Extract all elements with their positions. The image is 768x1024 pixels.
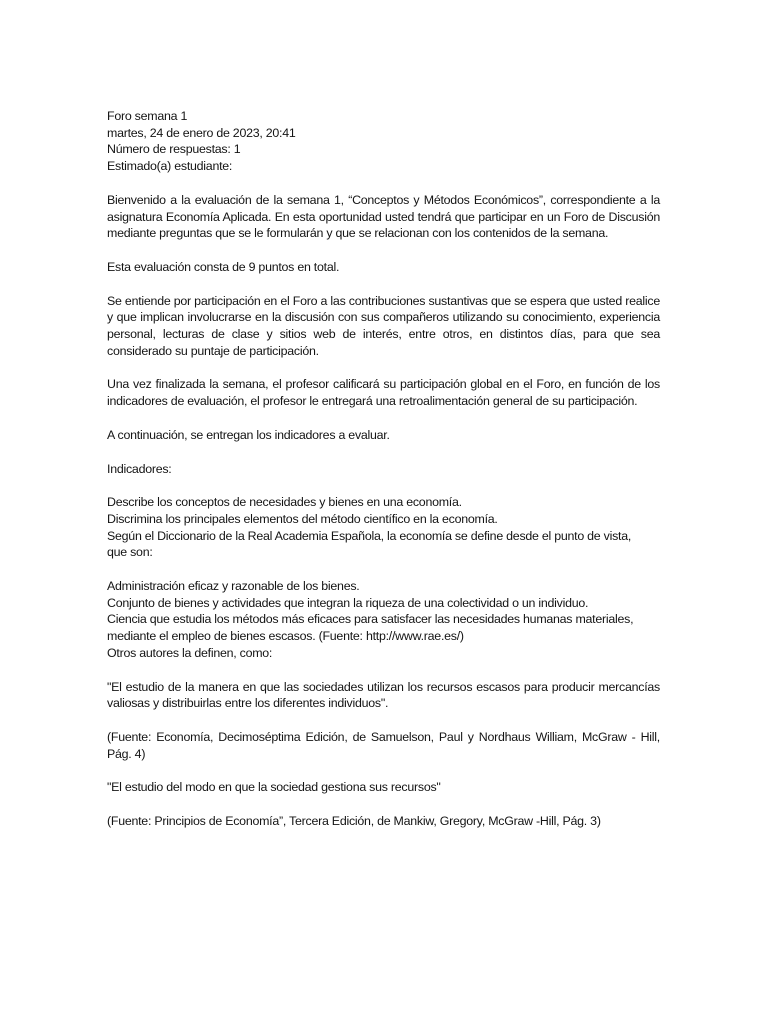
rae-intro-line: que son: [107, 545, 153, 560]
definition-line: Otros autores la definen, como: [107, 645, 273, 660]
definition-line: Conjunto de bienes y actividades que integran la riqueza de una colectividad o un individuo. [107, 595, 589, 610]
document-page [107, 108, 660, 830]
definition-line: mediante el empleo de bienes escasos. (Fuente: http://www.rae.es/) [107, 629, 464, 644]
indicator-item: Discrimina los principales elementos del método científico en la economía. [107, 511, 498, 526]
grading-paragraph: Una vez finalizada la semana, el profesor calificará su participación global en el Foro, en función de los indicadores de evaluación, el profesor le entregará una retroalimentación general de su participación. [107, 377, 660, 409]
indicators-heading: Indicadores: [107, 461, 172, 476]
source-samuelson: (Fuente: Economía, Decimoséptima Edición, de Samuelson, Paul y Nordhaus William, McGraw - Hill, Pág. 4) [107, 729, 660, 761]
forum-title: Foro semana 1 [107, 109, 188, 123]
continuation-paragraph: A continuación, se entregan los indicadores a evaluar. [107, 427, 390, 442]
indicator-item: Describe los conceptos de necesidades y bienes en una economía. [107, 495, 462, 510]
quote-mankiw: "El estudio del modo en que la sociedad gestiona sus recursos" [107, 780, 441, 795]
source-mankiw: (Fuente: Principios de Economía”, Tercera Edición, de Mankiw, Gregory, McGraw -Hill, Pág. 3) [107, 814, 601, 829]
rae-intro-line: Según el Diccionario de la Real Academia Española, la economía se define desde el punto de vista, [107, 528, 632, 543]
response-count: Número de respuestas: 1 [107, 142, 241, 157]
definition-line: Administración eficaz y razonable de los bienes. [107, 579, 360, 594]
points-paragraph: Esta evaluación consta de 9 puntos en total. [107, 259, 340, 274]
participation-paragraph: Se entiende por participación en el Foro a las contribuciones sustantivas que se espera que usted realice y que implican involucrarse en la discusión con sus compañeros utilizando su conocimiento, experiencia personal, lecturas de clase y sitios web de interés, entre otros, en distintos días, para que sea considerado su puntaje de participación. [107, 293, 660, 358]
quote-samuelson: "El estudio de la manera en que las sociedades utilizan los recursos escasos para producir mercancías valiosas y distribuirlas entre los diferentes individuos". [107, 679, 660, 711]
post-date: martes, 24 de enero de 2023, 20:41 [107, 125, 296, 140]
greeting: Estimado(a) estudiante: [107, 159, 233, 174]
intro-paragraph: Bienvenido a la evaluación de la semana 1, “Conceptos y Métodos Económicos”, correspondiente a la asignatura Economía Aplicada. En esta oportunidad usted tendrá que participar en un Foro de Discusión mediante preguntas que se le formularán y que se relacionan con los contenidos de la semana. [107, 192, 660, 241]
definition-line: Ciencia que estudia los métodos más eficaces para satisfacer las necesidades humanas materiales, [107, 612, 634, 627]
